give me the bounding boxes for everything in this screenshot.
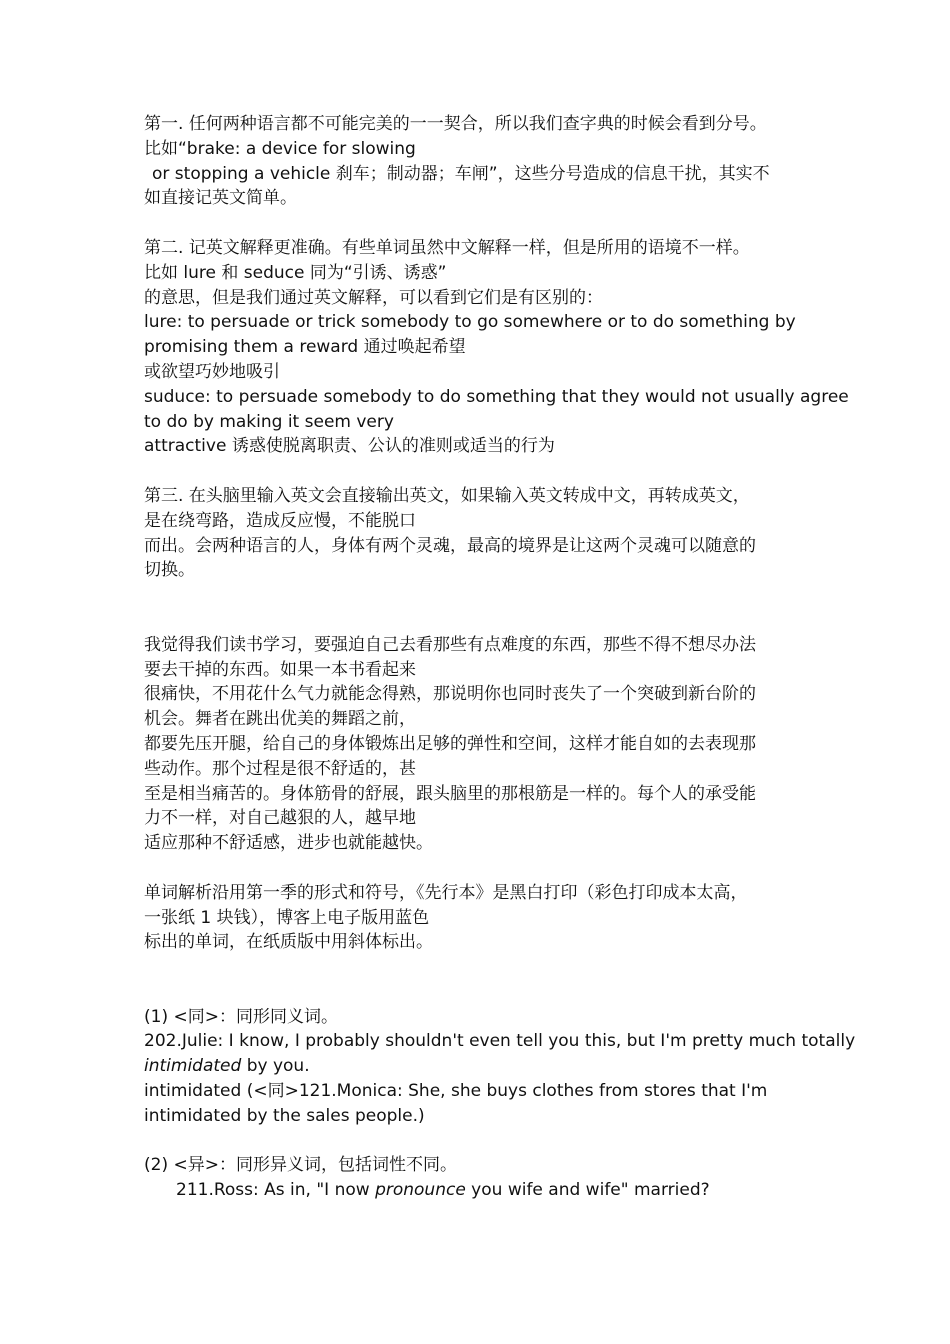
text-line: to do by making it seem very xyxy=(144,411,394,432)
highlighted-word: intimidated xyxy=(144,1056,242,1077)
section-heading: (2) <异>：同形异义词，包括词性不同。 xyxy=(144,1155,457,1176)
document-page xyxy=(144,112,856,1203)
paragraph-spacer xyxy=(144,583,834,633)
text-line: 我觉得我们读书学习，要强迫自己去看那些有点难度的东西，那些不得不想尽办法 xyxy=(144,634,756,655)
text-line: 而出。会两种语言的人，身体有两个灵魂，最高的境界是让这两个灵魂可以随意的 xyxy=(144,535,756,556)
text-line: 要去干掉的东西。如果一本书看起来 xyxy=(144,659,416,680)
text-line: 比如 lure 和 seduce 同为“引诱、诱惑” xyxy=(144,262,447,283)
example-text: 211.Ross: As in, "I now xyxy=(176,1180,376,1201)
text-line: 切换。 xyxy=(144,560,195,581)
paragraph-spacer xyxy=(144,955,834,1005)
highlighted-word: pronounce xyxy=(375,1180,466,1201)
text-line: lure: to persuade or trick somebody to go somewhere or to do something by xyxy=(144,312,796,333)
text-line: promising them a reward 通过唤起希望 xyxy=(144,337,466,358)
text-line: 第二. 记英文解释更准确。有些单词虽然中文解释一样，但是所用的语境不一样。 xyxy=(144,237,750,258)
text-line: 适应那种不舒适感，进步也就能越快。 xyxy=(144,833,433,854)
text-line: 些动作。那个过程是很不舒适的，甚 xyxy=(144,758,416,779)
note-line: intimidated (<同>121.Monica: She, she buys clothes from stores that I'm xyxy=(144,1081,768,1102)
note-line: intimidated by the sales people.) xyxy=(144,1105,425,1126)
text-line: 一张纸 1 块钱），博客上电子版用蓝色 xyxy=(144,907,430,928)
example-text: you wife and wife" married? xyxy=(465,1180,710,1201)
paragraph-spacer xyxy=(144,211,834,236)
section-same-form-same-meaning xyxy=(144,1005,856,1129)
text-line: 机会。舞者在跳出优美的舞蹈之前， xyxy=(144,709,416,730)
text-line: 的意思，但是我们通过英文解释，可以看到它们是有区别的： xyxy=(144,287,603,308)
text-line: suduce: to persuade somebody to do something that they would not usually agree xyxy=(144,386,849,407)
text-line: 都要先压开腿，给自己的身体锻炼出足够的弹性和空间，这样才能自如的去表现那 xyxy=(144,733,756,754)
paragraph-spacer xyxy=(144,856,834,881)
text-line: 比如“brake: a device for slowing xyxy=(144,138,416,159)
text-line: attractive 诱惑使脱离职责、公认的准则或适当的行为 xyxy=(144,436,555,457)
text-line: 第三. 在头脑里输入英文会直接输出英文，如果输入英文转成中文，再转成英文， xyxy=(144,485,750,506)
text-line: 或欲望巧妙地吸引 xyxy=(144,361,280,382)
paragraph-first-point xyxy=(144,112,834,211)
example-text: by you. xyxy=(241,1056,310,1077)
paragraph-spacer xyxy=(144,459,834,484)
paragraph-reading-advice xyxy=(144,633,834,856)
paragraph-spacer xyxy=(144,1129,834,1154)
text-line: 是在绕弯路，造成反应慢，不能脱口 xyxy=(144,510,416,531)
text-line: 很痛快，不用花什么气力就能念得熟，那说明你也同时丧失了一个突破到新台阶的 xyxy=(144,684,756,705)
text-line: or stopping a vehicle 刹车；制动器；车闸”，这些分号造成的信息干扰，其实不 xyxy=(152,163,770,184)
text-line: 标出的单词，在纸质版中用斜体标出。 xyxy=(144,932,433,953)
paragraph-format-note xyxy=(144,881,834,955)
text-line: 至是相当痛苦的。身体筋骨的舒展，跟头脑里的那根筋是一样的。每个人的承受能 xyxy=(144,783,756,804)
example-line: 202.Julie: I know, I probably shouldn't even tell you this, but I'm pretty much totally xyxy=(144,1031,856,1052)
paragraph-second-point xyxy=(144,236,849,459)
text-line: 单词解析沿用第一季的形式和符号，《先行本》是黑白打印（彩色打印成本太高， xyxy=(144,882,748,903)
text-line: 第一. 任何两种语言都不可能完美的一一契合，所以我们查字典的时候会看到分号。 xyxy=(144,114,767,134)
example-line xyxy=(144,1178,834,1203)
section-same-form-different-meaning xyxy=(144,1153,834,1203)
paragraph-third-point xyxy=(144,484,834,583)
text-line: 如直接记英文简单。 xyxy=(144,188,297,209)
section-heading: (1) <同>：同形同义词。 xyxy=(144,1006,338,1027)
text-line: 力不一样，对自己越狠的人，越早地 xyxy=(144,808,416,829)
example-line xyxy=(144,1054,834,1079)
